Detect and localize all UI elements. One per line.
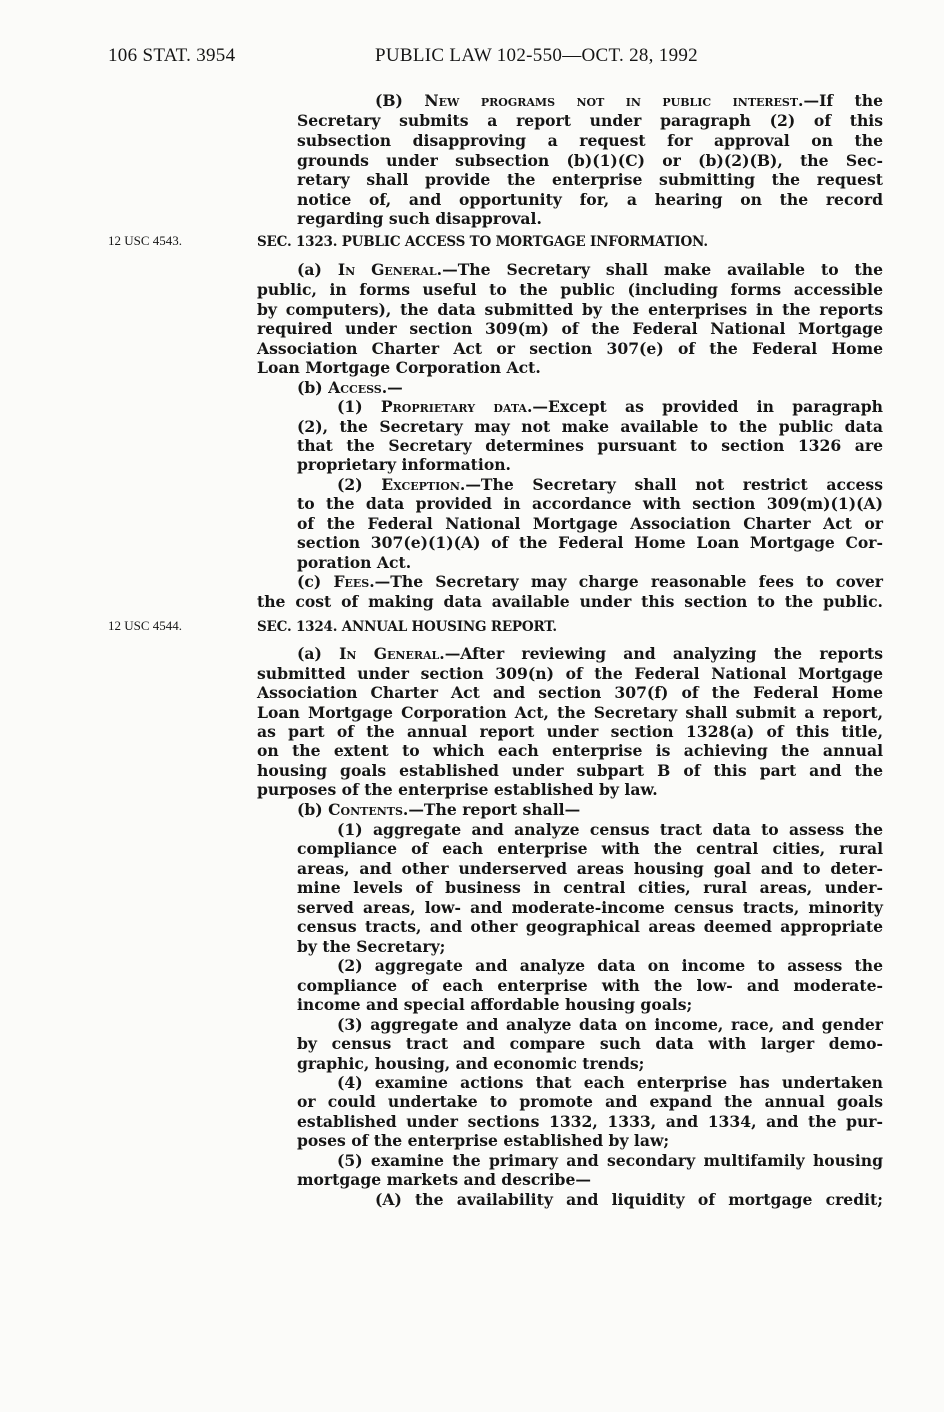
text-segment: housing goals established under subpart B of this part and the [257, 761, 883, 780]
text-line [297, 898, 883, 917]
text-segment: as part of the annual report under section 1328(a) of this title, [257, 722, 883, 741]
text-line [297, 455, 511, 474]
text-segment: subsection disapproving a request for approval on the [297, 131, 883, 150]
text-line [297, 533, 883, 552]
text-line [297, 1112, 883, 1131]
text-segment: —The Secretary may charge reasonable fees to cover [374, 572, 884, 591]
small-caps-heading: In General. [337, 260, 443, 279]
text-segment: on the extent to which each enterprise is achieving the annual [257, 741, 883, 760]
text-line [297, 644, 883, 663]
text-segment: served areas, low- and moderate-income census tracts, minority [297, 898, 883, 917]
text-segment: compliance of each enterprise with the central cities, rural [297, 839, 883, 858]
text-line [297, 800, 580, 819]
small-caps-heading: In General. [339, 644, 445, 663]
text-line [297, 111, 883, 130]
text-line [297, 1170, 591, 1189]
text-line [257, 319, 883, 338]
text-segment: (1) aggregate and analyze census tract data to assess the [337, 820, 883, 839]
text-line [375, 91, 883, 110]
text-line [297, 1131, 669, 1150]
text-line [375, 1190, 883, 1209]
text-segment: purposes of the enterprise established by law. [257, 780, 658, 799]
text-segment: (b) [297, 800, 329, 819]
text-line [257, 761, 883, 780]
text-segment: — [387, 378, 403, 397]
text-segment: graphic, housing, and economic trends; [297, 1054, 645, 1073]
text-line [297, 859, 883, 878]
text-segment: (5) examine the primary and secondary multifamily housing [337, 1151, 883, 1170]
text-segment: proprietary information. [297, 455, 511, 474]
text-segment: by census tract and compare such data with larger demo- [297, 1034, 883, 1053]
text-segment: (A) the availability and liquidity of mortgage credit; [375, 1190, 883, 1209]
text-line [337, 1015, 883, 1034]
text-line [297, 151, 883, 170]
text-segment: Loan Mortgage Corporation Act. [257, 358, 541, 377]
text-line [257, 703, 883, 722]
page-number: 106 STAT. 3954 [108, 45, 236, 66]
text-line [257, 280, 883, 299]
text-segment: Association Charter Act or section 307(e) of the Federal Home [257, 339, 883, 358]
text-line [257, 664, 883, 683]
text-segment: —After reviewing and analyzing the reports [444, 644, 883, 663]
text-segment: submitted under section 309(n) of the Federal National Mortgage [257, 664, 883, 683]
text-line [257, 300, 883, 319]
text-segment: (1) [337, 397, 381, 416]
text-line [297, 131, 883, 150]
text-line [257, 780, 658, 799]
text-segment: —The report shall— [408, 800, 581, 819]
text-line [337, 1073, 883, 1092]
text-segment: census tracts, and other geographical areas deemed appropriate [297, 917, 883, 936]
text-segment: —The Secretary shall not restrict access [465, 475, 883, 494]
text-segment: (4) examine actions that each enterprise has undertaken [337, 1073, 883, 1092]
text-line [297, 995, 692, 1014]
text-segment: mortgage markets and describe— [297, 1170, 591, 1189]
text-segment: (a) [297, 260, 338, 279]
text-line [297, 209, 542, 228]
text-segment: by computers), the data submitted by the enterprises in the reports [257, 300, 883, 319]
text-segment: —The Secretary shall make available to the [442, 260, 884, 279]
text-line [297, 378, 403, 397]
text-line [257, 741, 883, 760]
small-caps-heading: Access. [328, 378, 388, 397]
text-line [297, 170, 883, 189]
text-segment: Association Charter Act and section 307(f) of the Federal Home [257, 683, 883, 702]
text-line [257, 358, 541, 377]
text-segment: by the Secretary; [297, 937, 446, 956]
text-line [297, 976, 883, 995]
text-line [297, 1034, 883, 1053]
text-line [337, 397, 883, 416]
text-segment: SEC. 1324. ANNUAL HOUSING REPORT. [257, 619, 557, 635]
margin-note-usc: 12 USC 4544. [108, 618, 183, 633]
text-line [257, 339, 883, 358]
section-heading [257, 233, 708, 252]
text-segment: Loan Mortgage Corporation Act, the Secretary shall submit a report, [257, 703, 883, 722]
text-line [257, 592, 883, 611]
text-line [297, 190, 883, 209]
text-segment: regarding such disapproval. [297, 209, 542, 228]
text-line [297, 436, 883, 455]
text-segment: (c) [297, 572, 334, 591]
text-line [297, 572, 883, 591]
text-segment: (3) aggregate and analyze data on income, race, and gender [337, 1015, 883, 1034]
text-segment: to the data provided in accordance with section 309(m)(1)(A) [297, 494, 883, 513]
text-segment: Secretary submits a report under paragraph (2) of this [297, 111, 883, 130]
text-line [297, 1054, 644, 1073]
text-line [337, 1151, 883, 1170]
text-segment: income and special affordable housing goals; [297, 995, 693, 1014]
running-title: PUBLIC LAW 102-550—OCT. 28, 1992 [375, 45, 698, 66]
text-segment: (b) [297, 378, 329, 397]
text-segment: established under sections 1332, 1333, and 1334, and the pur- [297, 1112, 883, 1131]
text-segment: section 307(e)(1)(A) of the Federal Home Loan Mortgage Cor- [297, 533, 883, 552]
text-segment: public, in forms useful to the public (including forms accessible [257, 280, 883, 299]
text-segment: (a) [297, 644, 340, 663]
text-segment: or could undertake to promote and expand the annual goals [297, 1092, 883, 1111]
small-caps-heading: Exception. [381, 475, 466, 494]
text-line [337, 475, 883, 494]
text-segment: (2) aggregate and analyze data on income to assess the [337, 956, 883, 975]
text-segment: SEC. 1323. PUBLIC ACCESS TO MORTGAGE INFORMATION. [257, 234, 708, 250]
text-segment: that the Secretary determines pursuant to section 1326 are [297, 436, 883, 455]
text-segment: poration Act. [297, 553, 412, 572]
text-line [337, 956, 883, 975]
text-segment: (2), the Secretary may not make available to the public data [297, 417, 883, 436]
section-heading [257, 618, 557, 637]
text-line [297, 494, 883, 513]
text-segment: notice of, and opportunity for, a hearing on the record [297, 190, 883, 209]
text-segment: retary shall provide the enterprise submitting the request [297, 170, 883, 189]
text-segment: (B) [375, 91, 425, 110]
text-segment: poses of the enterprise established by law; [297, 1131, 670, 1150]
text-line [337, 820, 883, 839]
text-segment: areas, and other underserved areas housing goal and to deter- [297, 859, 883, 878]
small-caps-heading: Fees. [333, 572, 375, 591]
text-segment: mine levels of business in central cities, rural areas, under- [297, 878, 883, 897]
text-line [297, 917, 883, 936]
text-line [297, 937, 445, 956]
text-line [297, 878, 883, 897]
margin-note-usc: 12 USC 4543. [108, 233, 183, 248]
text-line [297, 553, 411, 572]
text-segment: required under section 309(m) of the Federal National Mortgage [257, 319, 883, 338]
small-caps-heading: New programs not in public interest. [424, 91, 804, 110]
small-caps-heading: Contents. [328, 800, 409, 819]
text-segment: the cost of making data available under this section to the public. [257, 592, 883, 611]
text-line [257, 683, 883, 702]
text-line [297, 839, 883, 858]
text-segment: of the Federal National Mortgage Association Charter Act or [297, 514, 883, 533]
text-segment: grounds under subsection (b)(1)(C) or (b)(2)(B), the Sec- [297, 151, 883, 170]
text-segment: —Except as provided in paragraph [532, 397, 883, 416]
text-line [297, 260, 883, 279]
text-line [297, 1092, 883, 1111]
text-segment: —If the [803, 91, 883, 110]
small-caps-heading: Proprietary data. [380, 397, 533, 416]
text-segment: (2) [337, 475, 382, 494]
text-segment: compliance of each enterprise with the low- and moderate- [297, 976, 883, 995]
text-line [297, 514, 883, 533]
text-line [297, 417, 883, 436]
text-line [257, 722, 883, 741]
